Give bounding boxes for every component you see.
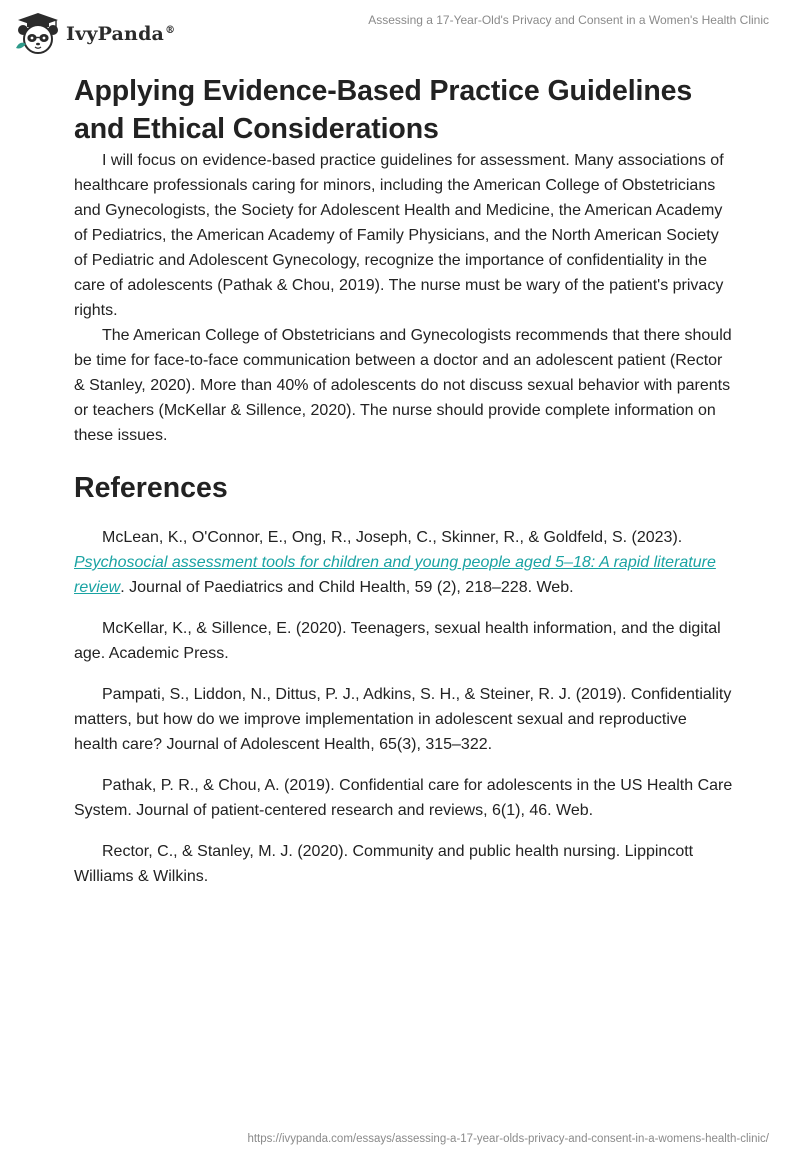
reference-item: Rector, C., & Stanley, M. J. (2020). Community and public health nursing. Lippincott Williams & Wilkins.	[74, 843, 694, 885]
registered-mark: ®	[165, 24, 176, 36]
references-heading: References	[74, 472, 228, 504]
article-content	[74, 72, 734, 889]
reference-item: Pampati, S., Liddon, N., Dittus, P. J., Adkins, S. H., & Steiner, R. J. (2019). Confidentiality matters, but how do we improve implementation in adolescent sexual and reproductive health care? Journal of Adolescent Health, 65(3), 315–322.	[74, 686, 732, 753]
panda-graduate-icon	[12, 10, 62, 56]
document-title: Assessing a 17-Year-Old's Privacy and Consent in a Women's Health Clinic	[368, 13, 769, 27]
brand-logo[interactable]	[12, 10, 175, 56]
reference-item: McKellar, K., & Sillence, E. (2020). Teenagers, sexual health information, and the digital age. Academic Press.	[74, 620, 721, 662]
section-heading: Applying Evidence-Based Practice Guidelines and Ethical Considerations	[74, 75, 693, 145]
footer-url[interactable]: https://ivypanda.com/essays/assessing-a-17-year-olds-privacy-and-consent-in-a-womens-health-clinic/	[247, 1133, 769, 1145]
reference-link[interactable]: Psychosocial assessment tools for children and young people aged 5–18: A rapid literature review	[74, 554, 716, 596]
page-header	[0, 0, 800, 60]
references-list	[74, 525, 734, 889]
reference-text: . Journal of Paediatrics and Child Health, 59 (2), 218–228. Web.	[120, 579, 574, 596]
reference-item	[74, 525, 734, 600]
body-paragraph: I will focus on evidence-based practice guidelines for assessment. Many associations of healthcare professionals caring for minors, including the American College of Obstetricians and Gynecologists, the Society for Adolescent Health and Medicine, the American Academy of Pediatrics, the American Academy of Family Physicians, and the North American Society of Pediatric and Adolescent Gynecology, recognize the importance of confidentiality in the care of adolescents (Pathak & Chou, 2019). The nurse must be wary of the patient's privacy rights.	[74, 152, 724, 319]
reference-item: Pathak, P. R., & Chou, A. (2019). Confidential care for adolescents in the US Health Care System. Journal of patient-centered research and reviews, 6(1), 46. Web.	[74, 777, 733, 819]
reference-text: McLean, K., O'Connor, E., Ong, R., Joseph, C., Skinner, R., & Goldfeld, S. (2023).	[102, 529, 683, 546]
brand-name: IvyPanda®	[66, 23, 176, 45]
body-paragraph: The American College of Obstetricians and Gynecologists recommends that there should be time for face-to-face communication between a doctor and an adolescent patient (Rector & Stanley, 2020). More than 40% of adolescents do not discuss sexual behavior with parents or teachers (McKellar & Sillence, 2020). The nurse should provide complete information on these issues.	[74, 327, 732, 444]
